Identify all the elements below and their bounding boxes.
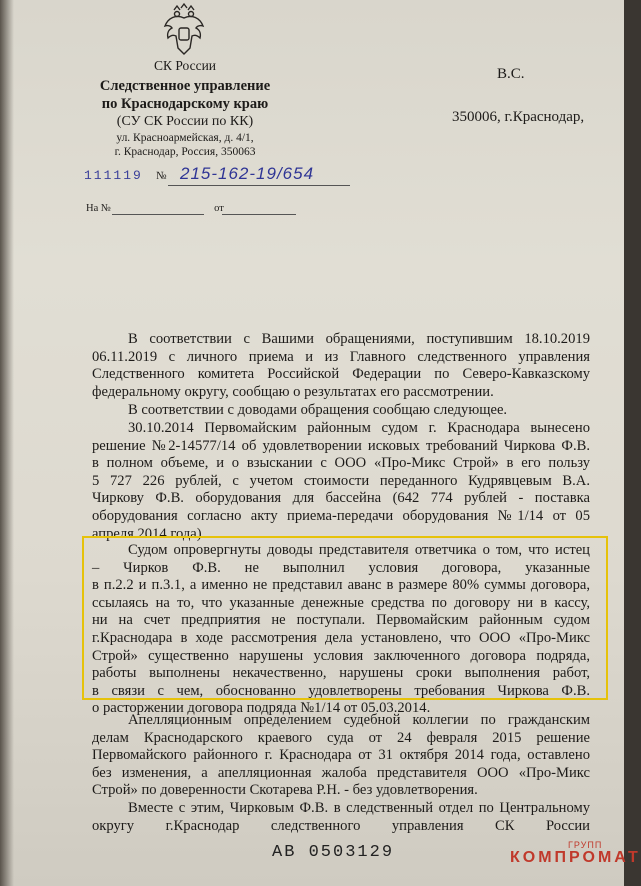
text-line: Первомайского районного г. Краснодара от 31 октября 2014 года, оставлено — [92, 747, 590, 764]
number-sign: № — [156, 170, 167, 182]
paragraph-3 — [92, 420, 590, 543]
text-line: ссылаясь на то, что указанные денежные средства по договору ни в кассу, — [92, 594, 590, 611]
text-line: в связи с чем, обоснованно удовлетворены требования Чиркова Ф.В. — [92, 682, 590, 699]
text-line: в полном объеме, и о взыскании с ООО «Про-Микс Строй» в его пользу — [92, 455, 590, 472]
org-abbreviation: (СУ СК России по КК) — [116, 114, 254, 129]
text-line: округу г.Краснодар следственного управления СК России — [92, 817, 590, 834]
form-serial-number: АВ 0503129 — [272, 843, 395, 862]
text-line: в п.2.2 и п.3.1, а именно не представил аванс в размере 80% суммы договора, — [92, 577, 590, 594]
text-line: 06.11.2019 с личного приема и из Главного следственного управления — [92, 348, 590, 365]
paragraph-5 — [92, 712, 590, 800]
text-line: без изменения, а апелляционная жалоба представителя ООО «Про-Микс — [92, 764, 590, 781]
paragraph-6 — [92, 800, 590, 835]
watermark-main: КОМПРОМАТ — [510, 849, 641, 866]
text-line: ни на счет предприятия не поступали. Первомайским районным судом — [92, 612, 590, 629]
text-line: Апелляционным определением судебной коллегии по гражданским — [128, 712, 590, 728]
coat-of-arms-icon — [162, 4, 206, 58]
highlight-frame — [82, 536, 608, 700]
text-line: Судом опровергнуты доводы представителя ответчика о том, что истец — [128, 542, 590, 558]
text-line: Строй» по доверенности Скотарева Р.Н. - без удовлетворения. — [92, 782, 478, 799]
reference-label: На № — [86, 203, 111, 214]
org-name-line-1: Следственное управление — [99, 78, 271, 94]
number-underline — [168, 185, 350, 186]
text-line: 30.10.2014 Первомайским районным судом г. Краснодара вынесено — [128, 420, 590, 436]
text-line: работы выполнены некачественно, нарушены сроки выполнения работ, — [92, 665, 590, 682]
text-line: 5 727 226 рублей, с учетом стоимости переданного Кудрявцевым В.А. — [92, 472, 590, 489]
reference-line — [86, 203, 224, 214]
org-address-line-2: г. Краснодар, Россия, 350063 — [114, 146, 256, 158]
org-short-name: СК России — [153, 58, 217, 73]
text-line: В соответствии с Вашими обращениями, поступившим 18.10.2019 — [128, 331, 590, 347]
org-address-line-1: ул. Красноармейская, д. 4/1, — [116, 132, 254, 144]
text-line: оборудования согласно акту приема-передачи оборудования №1/14 от 05 — [92, 507, 590, 524]
outgoing-number: 215-162-19/654 — [180, 164, 315, 183]
text-line: Вместе с этим, Чирковым Ф.В. в следственный отдел по Центральному — [128, 800, 590, 816]
reference-number-blank — [112, 214, 204, 215]
date-stamp: 111119 — [84, 168, 143, 183]
recipient-address: 350006, г.Краснодар, — [452, 109, 585, 125]
text-line: апреля 2014 года). — [92, 525, 206, 542]
recipient-name: В.С. — [497, 66, 525, 82]
text-line: Строй» существенно нарушены условия заключенного договора подряда, — [92, 647, 590, 664]
page-shadow — [0, 0, 14, 886]
text-line: решение №2-14577/14 об удовлетворении исковых требований Чиркова Ф.В. — [92, 437, 590, 454]
text-line: Чиркову Ф.В. оборудования для бассейна (642 774 рублей - поставка — [92, 490, 590, 507]
reference-from-label: от — [214, 203, 224, 214]
paragraph-2 — [128, 402, 507, 420]
paragraph-1 — [92, 331, 590, 401]
watermark-top: ГРУПП — [568, 840, 603, 850]
text-line: федеральному округу, сообщаю о результатах его рассмотрении. — [92, 383, 494, 400]
text-line: делам Краснодарского краевого суда от 24 февраля 2015 решение — [92, 729, 590, 746]
reference-date-blank — [222, 214, 296, 215]
text-line: Следственного комитета Российской Федерации по Северо-Кавказскому — [92, 366, 590, 383]
text-line: о расторжении договора подряда №1/14 от 05.03.2014. — [92, 700, 431, 717]
org-name-line-2: по Краснодарскому краю — [101, 96, 269, 112]
text-line: – Чирков Ф.В. не выполнил условия договора, указанные — [92, 559, 590, 576]
text-line: г.Краснодара в ходе рассмотрения дела установлено, что ООО «Про-Микс — [92, 629, 590, 646]
text-line: В соответствии с доводами обращения сообщаю следующее. — [128, 402, 508, 418]
